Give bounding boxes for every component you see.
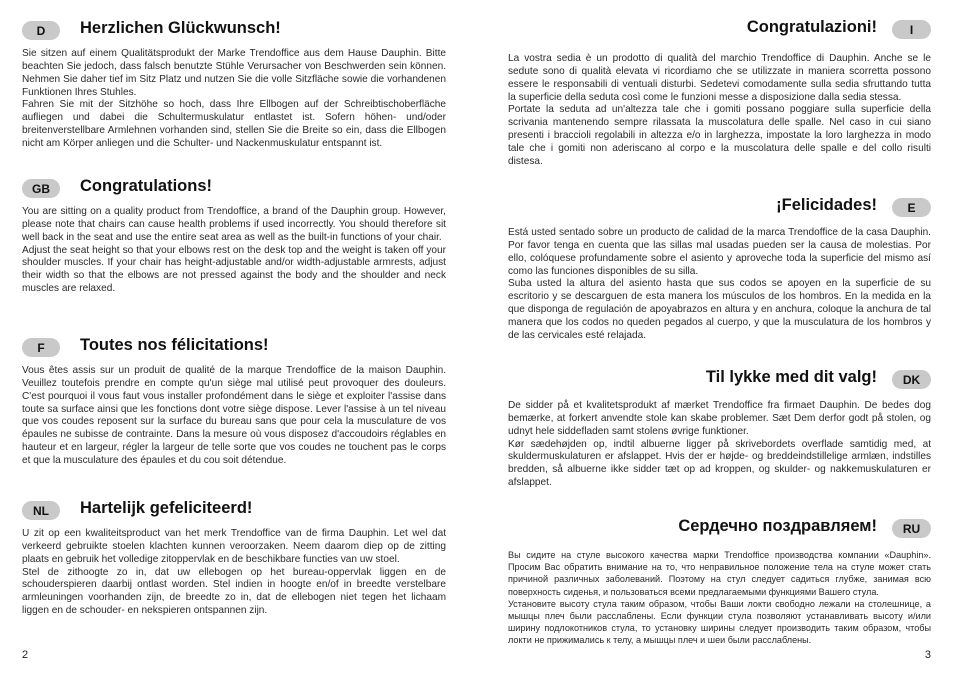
section-russian	[508, 517, 931, 647]
language-badge-dk: DK	[892, 370, 931, 389]
paragraph: Установите высоту стула таким образом, чтобы Ваши локти свободно лежали на столешнице, а мышцы плеч были расслаблены. Если функции стула позволяют устанавливать высоту и/или ширину подлокотников стула, то установку ширины следует производить таким образом, чтобы локти не прижимались к телу, а мышцы плеч и шеи были расслаблены.	[508, 598, 931, 646]
section-french	[22, 336, 446, 468]
language-badge-i: I	[892, 20, 931, 39]
section-italian	[508, 18, 931, 169]
paragraph: De sidder på et kvalitetsprodukt af mærket Trendoffice fra firmaet Dauphin. De bedes dog bemærke, at forkert anvendte stole kan skabe problemer. Sæt Dem derfor godt på stolen, og udnyt hele siddefladen samt stolens øvrige funktioner.	[508, 400, 931, 437]
language-badge-e: E	[892, 198, 931, 217]
section-english	[22, 177, 446, 296]
paragraph: Kør sædehøjden op, indtil albuerne ligger på skrivebordets overflade samtidig med, at skuldermuskulaturen er afslappet. Hvis der er højde- og breddeindstillelige armlæn, indstilles bredden, så albuerne ikke sidder tæt op ad kroppen, og skulder- og nakkemuskulaturen er afslappet.	[508, 438, 931, 489]
section-dutch	[22, 499, 446, 618]
section-title-dutch: Hartelijk gefeliciteerd!	[80, 499, 253, 517]
section-header	[22, 336, 446, 360]
language-badge-ru: RU	[892, 519, 931, 538]
paragraph: U zit op een kwaliteitsproduct van het merk Trendoffice van de firma Dauphin. Let wel dat verkeerd gebruikte stoelen klachten kunnen veroorzaken. Neem daarom diep op de zitting plaats en gebruik het volledige zitoppervlak en de beschikbare functies van uw stoel.	[22, 528, 446, 565]
section-title-russian: Сердечно поздравляем!	[678, 517, 877, 535]
section-header	[508, 368, 931, 392]
section-body-french	[22, 365, 446, 468]
section-header	[508, 18, 931, 42]
section-header	[22, 499, 446, 523]
section-body-danish	[508, 400, 931, 490]
paragraph: La vostra sedia è un prodotto di qualità del marchio Trendoffice di Dauphin. Anche se le sedute sono di qualità elevata vi ricordiamo che se utilizzate in maniera scorretta possono essere le responsabili di ventuali disturbi. Sedetevi comodamente sulla sedia sfruttando tutta la superficie della seduta così come le funzioni messe a disposizione dalla sedia stessa.	[508, 53, 931, 103]
paragraph: Está usted sentado sobre un producto de calidad de la marca Trendoffice de la casa Dauphin. Por favor tenga en cuenta que las sillas mal usadas pueden ser la causa de molestias. Por ello, colóquese profundamente sobre el asiento y aproveche toda la superficie del mismo así como las funciones disponibles de su silla.	[508, 227, 931, 277]
paragraph: You are sitting on a quality product from Trendoffice, a brand of the Dauphin group. However, please note that chairs can cause health problems if used incorrectly. You should therefore sit well back in the seat and use the entire seat area as well as the built-in functions of your chair.	[22, 206, 446, 243]
section-title-danish: Til lykke med dit valg!	[705, 368, 877, 386]
page-number: 2	[22, 649, 29, 661]
section-spanish	[508, 196, 931, 343]
section-title-german: Herzlichen Glückwunsch!	[80, 19, 281, 37]
paragraph: Fahren Sie mit der Sitzhöhe so hoch, dass Ihre Ellbogen auf der Schreibtischoberfläche aufliegen und dabei die Schultermuskulatur entlastet ist. Sofern höhen- und/oder breitenverstellbare Armlehnen vorhanden sind, stellen Sie die Breite so ein, dass die Ellbogen nicht am Körper anliegen und die Schulter- und Nackenmuskulatur entspannt ist.	[22, 99, 446, 149]
paragraph: Sie sitzen auf einem Qualitätsprodukt der Marke Trendoffice aus dem Hause Dauphin. Bitte beachten Sie jedoch, dass falsch benutzte Stühle Verursacher von Beschwerden sein können. Nehmen Sie daher tief im Sitz Platz und nutzen Sie die volle Sitzfläche sowie die vorhandenen Funktionen Ihres Stuhles.	[22, 48, 446, 98]
section-header	[508, 196, 931, 220]
section-body-dutch	[22, 528, 446, 618]
paragraph: Вы сидите на стуле высокого качества марки Trendoffice производства компании «Dauphin». Просим Вас обратить внимание на то, что неправильное положение тела на стуле может стать причиной различных заболеваний. Поэтому на стул следует садиться глубже, занимая всю поверхность сиденья, и пользоваться всеми предлагаемыми функциями Вашего стула.	[508, 550, 931, 597]
paragraph: Adjust the seat height so that your elbows rest on the desk top and the weight is taken off your shoulder muscles. If your chair has height-adjustable and/or width-adjustable armrests, adjust their width so that the elbows are not pressed against the body and the shoulder and neck muscles are relaxed.	[22, 244, 446, 295]
section-body-italian	[508, 53, 931, 169]
paragraph: Suba usted la altura del asiento hasta que sus codos se apoyen en la superficie de su escritorio y se descarguen de esta manera los músculos de los hombros. En la medida en la que disponga de regulación de apoyabrazos en altura y en anchura, coloque la anchura de tal manera que los codos no queden pegados al cuerpo, y que la musculatura de los hombros y de las cervicales esté relajada.	[508, 278, 931, 341]
language-badge-d: D	[22, 21, 60, 40]
section-body-russian	[508, 549, 931, 647]
section-title-spanish: ¡Felicidades!	[776, 196, 877, 214]
paragraph: Stel de zithoogte zo in, dat uw ellebogen op het bureau-oppervlak liggen en de schouderspieren daarbij ontlast worden. Stel indien in hoogte en/of in breedte verstelbare armleuningen voorhanden zijn, de breedte zo in, dat de ellebogen niet tegen het lichaam liggen en de schouder- en nekspieren ontspannen zijn.	[22, 566, 446, 617]
section-body-spanish	[508, 227, 931, 343]
section-danish	[508, 368, 931, 490]
section-title-italian: Congratulazioni!	[746, 18, 877, 36]
paragraph: Vous êtes assis sur un produit de qualité de la marque Trendoffice de la maison Dauphin. Veuillez toutefois prendre en compte qu'un siège mal utilisé peut provoquer des douleurs. C'est pourquoi il vous faut vous installer profondément dans le siège et exploiter l'assise dans toute sa surface ainsi que les fonctions dont votre siège dispose. Lever l'assise à un tel niveau que vos coudes reposent sur la surface du bureau sans que pour cela la musculature de vos épaules ne subisse de contrainte. Dans la mesure où vous disposez d'accoudoirs réglables en hauteur et en largeur, régler la largeur de telle sorte que vos coudes ne touchent pas le corps et que la musculature des épaules et du cou soit détendue.	[22, 365, 446, 466]
section-header	[22, 19, 446, 43]
page-number: 3	[924, 649, 931, 661]
section-title-french: Toutes nos félicitations!	[80, 336, 269, 354]
section-header	[508, 517, 931, 541]
paragraph: Portate la seduta ad un'altezza tale che i gomiti possano poggiare sulla superficie della scrivania mantenendo sempre rilassata la muscolatura delle spalle. Nel caso in cui siano presenti i braccioli regolabili in altezza e/o in larghezza, impostate la loro larghezza in modo tale che i gomiti non aderiscano al corpo e la muscolatura delle spalle e del collo risulti distesa.	[508, 104, 931, 167]
right-page	[477, 0, 954, 673]
section-title-english: Congratulations!	[80, 177, 212, 195]
language-badge-f: F	[22, 338, 60, 357]
section-header	[22, 177, 446, 201]
section-body-english	[22, 206, 446, 296]
language-badge-gb: GB	[22, 179, 60, 198]
section-body-german	[22, 48, 446, 151]
section-german	[22, 19, 446, 151]
language-badge-nl: NL	[22, 501, 60, 520]
